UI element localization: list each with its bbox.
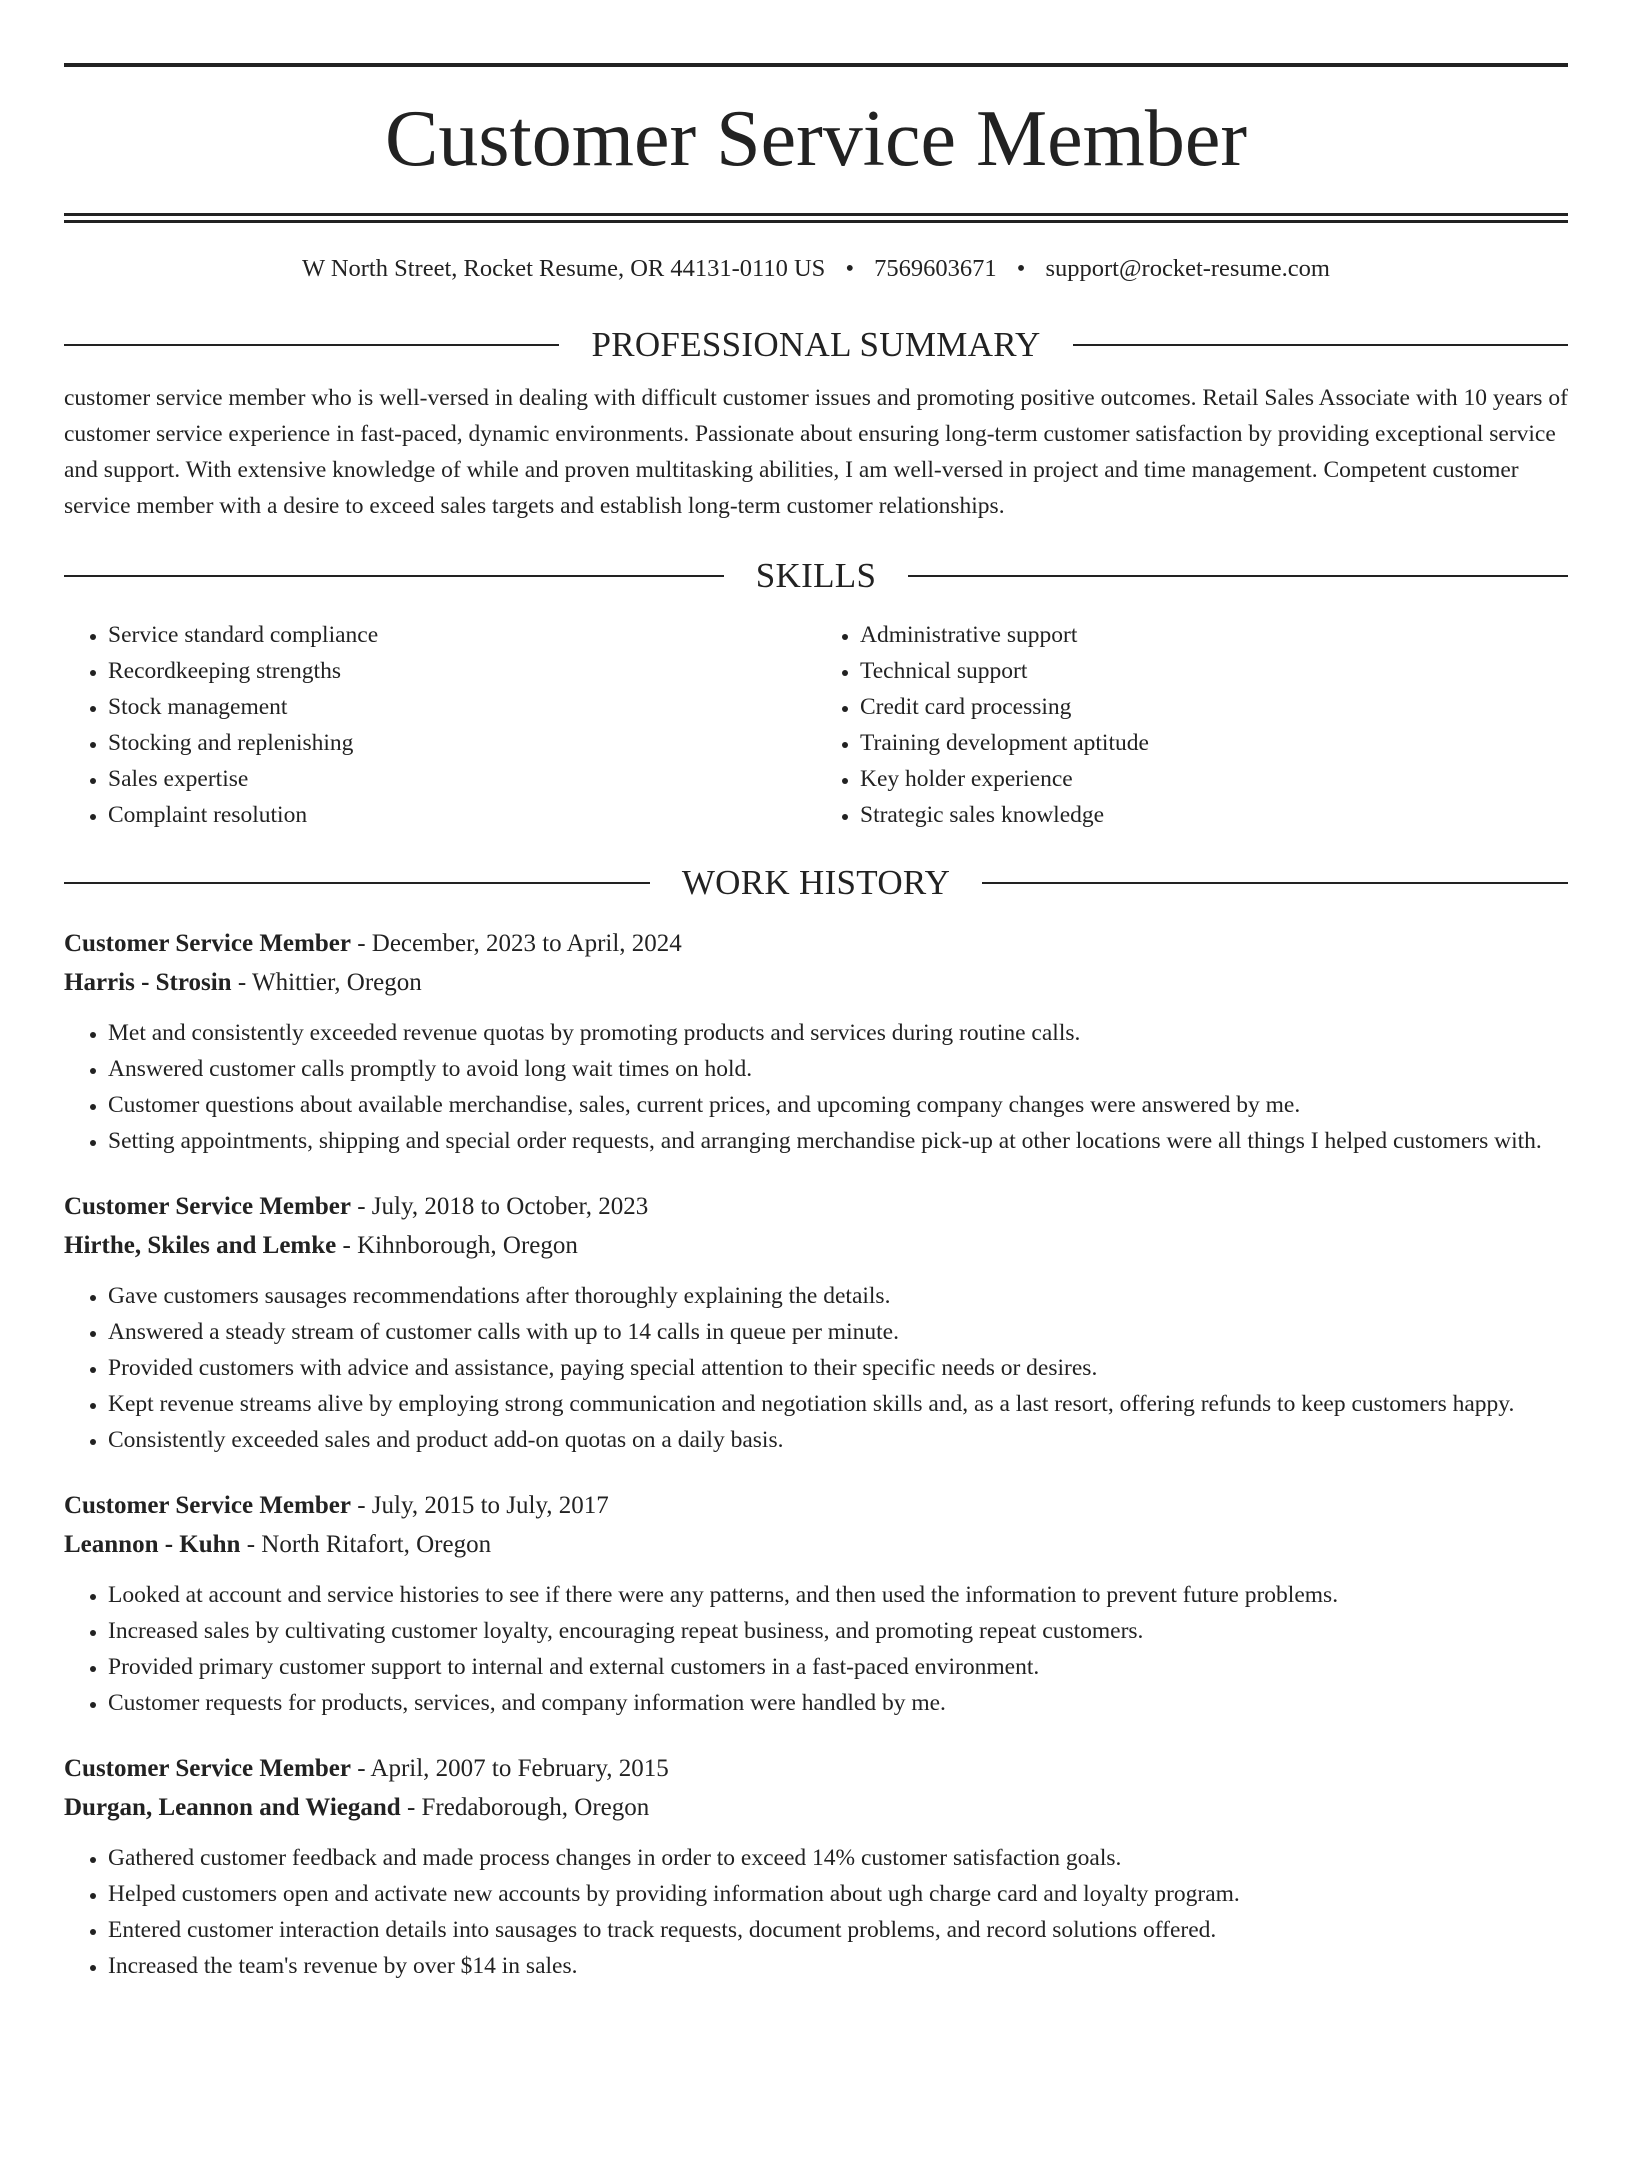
summary-heading [64,325,1568,365]
job-bullet: • Answered customer calls promptly to avoid long wait times on hold. [108,1051,1568,1087]
job-dates: - July, 2015 to July, 2017 [350,1492,609,1520]
job-title-line [64,1187,1568,1226]
job-bullet: • Increased the team's revenue by over $14 in sales. [108,1948,1568,1984]
work-heading-title: WORK HISTORY [681,863,951,903]
skills-column-left [64,617,816,833]
resume-page [0,63,1632,2175]
skill-item: • Stock management [108,689,816,725]
work-heading [64,863,1568,903]
skill-item: • Training development aptitude [860,725,1568,761]
skill-item: • Credit card processing [860,689,1568,725]
job-title-line [64,1486,1568,1525]
job-entry [64,1187,1568,1458]
heading-rule-right [908,575,1568,577]
skills-heading-title: SKILLS [755,556,877,596]
job-entry [64,1749,1568,1984]
skills-column-right [816,617,1568,833]
job-entry [64,924,1568,1159]
job-bullet: • Helped customers open and activate new accounts by providing information about ugh charge card and loyalty program. [108,1876,1568,1912]
contact-line [64,254,1568,283]
job-title: Customer Service Member [64,1193,351,1221]
contact-address: W North Street, Rocket Resume, OR 44131-0110 US [302,255,826,282]
job-bullet: • Provided primary customer support to internal and external customers in a fast-paced environment. [108,1649,1568,1685]
job-dates: - December, 2023 to April, 2024 [350,930,682,958]
top-rule [64,63,1568,67]
resume-name: Customer Service Member [385,95,1247,183]
job-bullets [64,1015,1568,1159]
heading-rule-left [64,575,724,577]
job-bullet: • Looked at account and service histories to see if there were any patterns, and then used the information to prevent future problems. [108,1577,1568,1613]
job-location: - Kihnborough, Oregon [336,1232,578,1260]
job-location: - Fredaborough, Oregon [400,1794,650,1822]
contact-email: support@rocket-resume.com [1045,255,1330,282]
job-company: Hirthe, Skiles and Lemke [64,1232,337,1260]
skill-item: • Technical support [860,653,1568,689]
job-title: Customer Service Member [64,1492,351,1520]
job-title: Customer Service Member [64,930,351,958]
skill-item: • Administrative support [860,617,1568,653]
job-dates: - July, 2018 to October, 2023 [350,1193,649,1221]
skill-item: • Sales expertise [108,761,816,797]
job-company-line [64,1788,1568,1827]
job-company-line [64,1525,1568,1564]
heading-rule-right [982,882,1568,884]
skill-item: • Key holder experience [860,761,1568,797]
job-location: - North Ritafort, Oregon [240,1531,492,1559]
skills-heading [64,556,1568,596]
job-bullet: • Gathered customer feedback and made process changes in order to exceed 14% customer satisfaction goals. [108,1840,1568,1876]
job-bullet: • Gave customers sausages recommendations after thoroughly explaining the details. [108,1278,1568,1314]
heading-rule-right [1073,344,1568,346]
summary-text: customer service member who is well-versed in dealing with difficult customer issues and promoting positive outcomes. Retail Sales Associate with 10 years of customer service experience in fast-paced, dynamic environments. Passionate about ensuring long-term customer satisfaction by providing exceptional service and support. With extensive knowledge of while and proven multitasking abilities, I am well-versed in project and time management. Competent customer service member with a desire to exceed sales targets and establish long-term customer relationships. [64,385,1568,520]
job-bullet: • Entered customer interaction details into sausages to track requests, document problems, and record solutions offered. [108,1912,1568,1948]
job-bullet: • Increased sales by cultivating customer loyalty, encouraging repeat business, and promoting repeat customers. [108,1613,1568,1649]
job-bullets [64,1840,1568,1984]
job-title-line [64,924,1568,963]
job-company: Leannon - Kuhn [64,1531,241,1559]
skill-item: • Complaint resolution [108,797,816,833]
job-company: Harris - Strosin [64,969,232,997]
job-company: Durgan, Leannon and Wiegand [64,1794,401,1822]
contact-separator: • [1016,255,1026,282]
job-company-line [64,963,1568,1002]
skills-list [64,617,1568,833]
job-bullet: • Provided customers with advice and assistance, paying special attention to their specific needs or desires. [108,1350,1568,1386]
skill-item: • Stocking and replenishing [108,725,816,761]
job-bullet: • Customer questions about available merchandise, sales, current prices, and upcoming company changes were answered by me. [108,1087,1568,1123]
contact-phone: 7569603671 [874,255,997,282]
job-bullets [64,1278,1568,1458]
skill-item: • Strategic sales knowledge [860,797,1568,833]
summary-heading-title: PROFESSIONAL SUMMARY [591,325,1041,365]
job-bullet: • Setting appointments, shipping and special order requests, and arranging merchandise pick-up at other locations were all things I helped customers with. [108,1123,1568,1159]
contact-separator: • [845,255,855,282]
heading-rule-left [64,344,559,346]
job-title: Customer Service Member [64,1755,351,1783]
work-list [64,924,1568,1984]
skill-item: • Recordkeeping strengths [108,653,816,689]
job-bullets [64,1577,1568,1721]
job-entry [64,1486,1568,1721]
double-rule [64,213,1568,223]
job-dates: - April, 2007 to February, 2015 [350,1755,669,1783]
skill-item: • Service standard compliance [108,617,816,653]
job-bullet: • Consistently exceeded sales and product add-on quotas on a daily basis. [108,1422,1568,1458]
job-bullet: • Customer requests for products, services, and company information were handled by me. [108,1685,1568,1721]
job-location: - Whittier, Oregon [231,969,422,997]
job-bullet: • Kept revenue streams alive by employing strong communication and negotiation skills and, as a last resort, offering refunds to keep customers happy. [108,1386,1568,1422]
job-company-line [64,1226,1568,1265]
heading-rule-left [64,882,650,884]
job-bullet: • Answered a steady stream of customer calls with up to 14 calls in queue per minute. [108,1314,1568,1350]
job-bullet: • Met and consistently exceeded revenue quotas by promoting products and services during routine calls. [108,1015,1568,1051]
job-title-line [64,1749,1568,1788]
